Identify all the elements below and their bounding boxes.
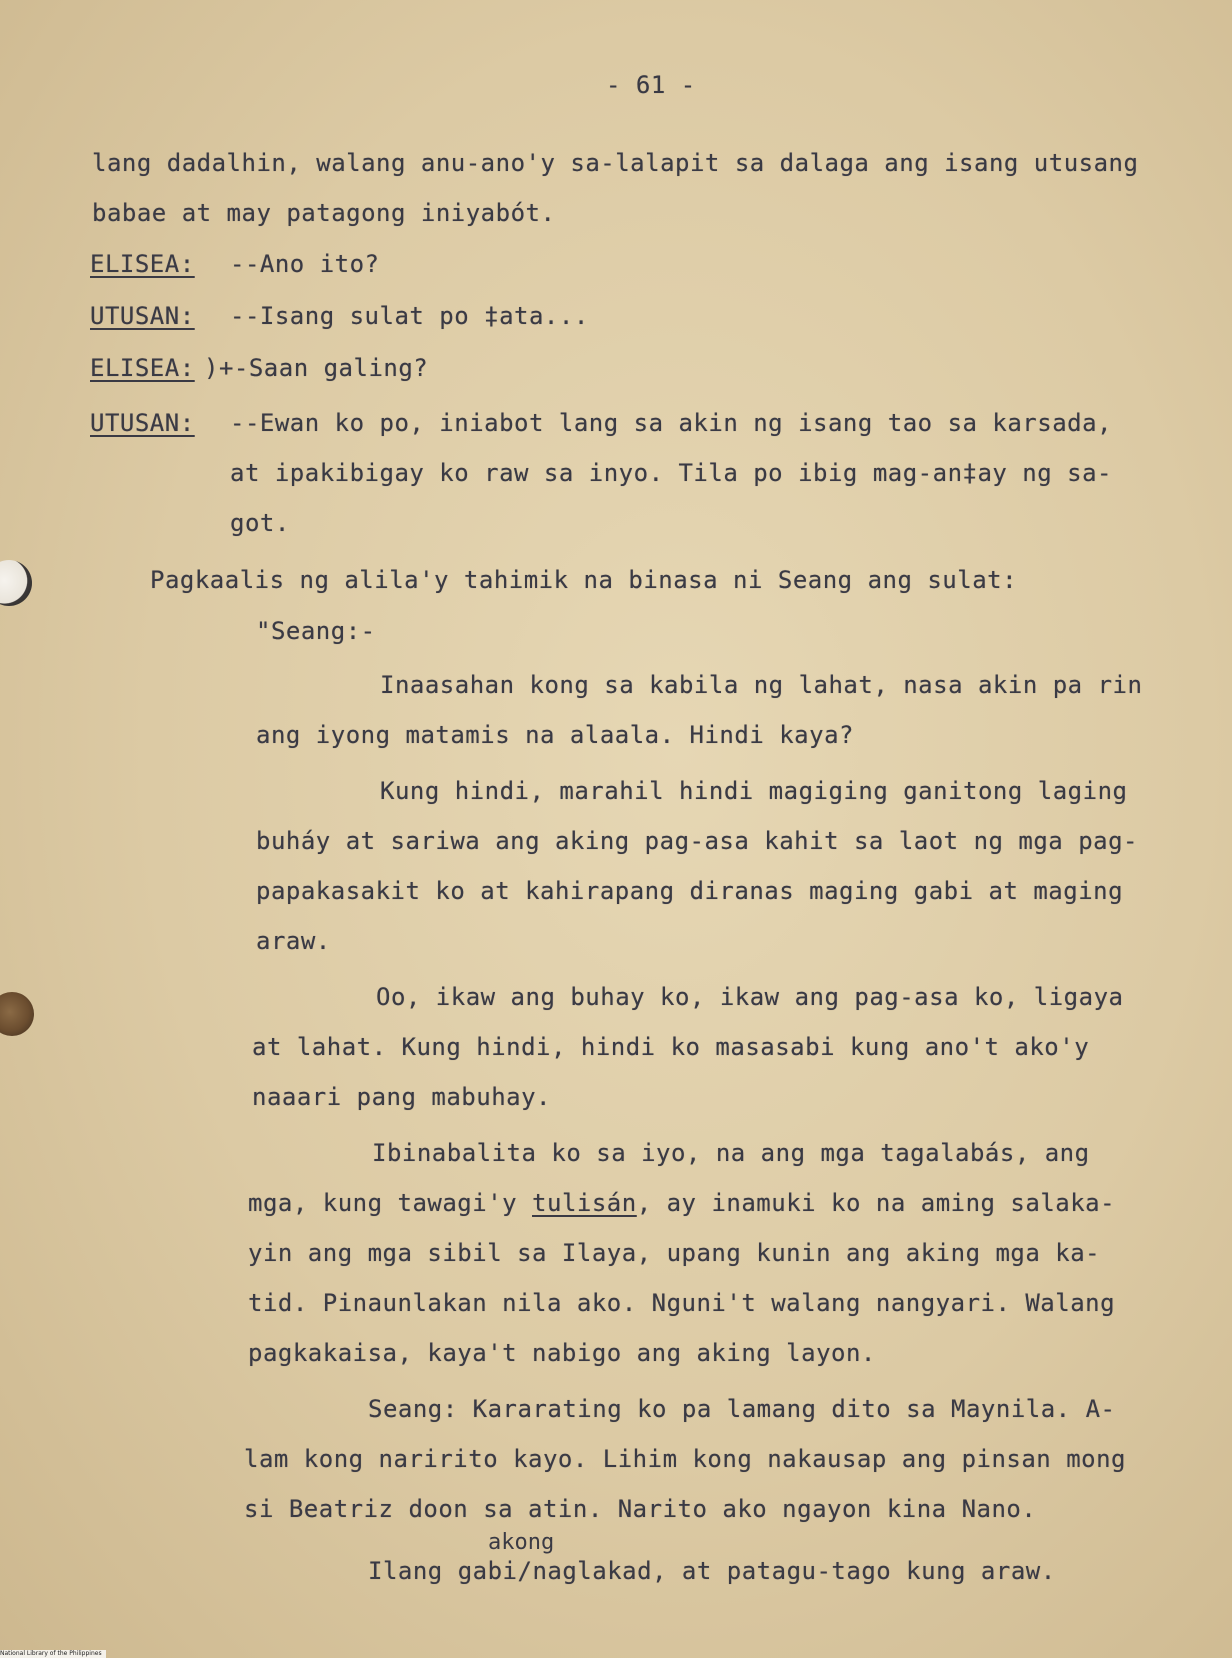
page-number: - 61 - bbox=[606, 71, 696, 99]
letter-p2-line-2: buháy at sariwa ang aking pag-asa kahit sa laot ng mga pag- bbox=[256, 827, 1139, 855]
dialogue-line-4-cont-2: got. bbox=[230, 509, 290, 537]
library-footer: National Library of the Philippines bbox=[0, 1650, 106, 1658]
dialogue-line-3: )+-Saan galing? bbox=[204, 354, 429, 382]
speaker-utusan-2: UTUSAN: bbox=[90, 409, 195, 437]
dialogue-line-4-cont-1: at ipakibigay ko raw sa inyo. Tila po ibig mag-an‡ay ng sa- bbox=[230, 459, 1113, 487]
letter-p4-line-1: Ibinabalita ko sa iyo, na ang mga tagalabás, ang bbox=[372, 1139, 1090, 1167]
letter-p5-line-3: si Beatriz doon sa atin. Narito ako ngayon kina Nano. bbox=[244, 1495, 1037, 1523]
intro-line-1: lang dadalhin, walang anu-ano'y sa-lalapit sa dalaga ang isang utusang bbox=[92, 149, 1139, 177]
letter-p3-line-2: at lahat. Kung hindi, hindi ko masasabi kung ano't ako'y bbox=[252, 1033, 1090, 1061]
letter-p1-line-1: Inaasahan kong sa kabila ng lahat, nasa akin pa rin bbox=[380, 671, 1143, 699]
letter-p3-line-1: Oo, ikaw ang buhay ko, ikaw ang pag-asa ko, ligaya bbox=[376, 983, 1124, 1011]
letter-p3-line-3: naaari pang mabuhay. bbox=[252, 1083, 551, 1111]
dialogue-line-1: --Ano ito? bbox=[230, 250, 380, 278]
letter-p2-line-3: papakasakit ko at kahirapang diranas maging gabi at maging bbox=[256, 877, 1124, 905]
handwritten-insert: akong bbox=[488, 1530, 555, 1555]
letter-p4-line-2-post: , ay inamuki ko na aming salaka- bbox=[636, 1189, 1116, 1217]
letter-last-line: Ilang gabi/naglakad, at patagu-tago kung araw. bbox=[368, 1557, 1056, 1585]
speaker-elisea-1: ELISEA: bbox=[90, 250, 195, 278]
speaker-utusan-1: UTUSAN: bbox=[90, 302, 195, 330]
narration-line: Pagkaalis ng alila'y tahimik na binasa ni Seang ang sulat: bbox=[150, 566, 1018, 594]
letter-p4-line-5: pagkakaisa, kaya't nabigo ang aking layon. bbox=[248, 1339, 876, 1367]
dialogue-line-2: --Isang sulat po ‡ata... bbox=[230, 302, 589, 330]
letter-p5-line-2: lam kong naririto kayo. Lihim kong nakausap ang pinsan mong bbox=[244, 1445, 1127, 1473]
letter-p4-line-2-pre: mga, kung tawagi'y bbox=[248, 1189, 533, 1217]
letter-p1-line-2: ang iyong matamis na alaala. Hindi kaya? bbox=[256, 721, 854, 749]
letter-p4-line-2 bbox=[248, 1188, 1115, 1218]
speaker-elisea-2: ELISEA: bbox=[90, 354, 195, 382]
dialogue-line-4: --Ewan ko po, iniabot lang sa akin ng isang tao sa karsada, bbox=[230, 409, 1113, 437]
letter-p2-line-1: Kung hindi, marahil hindi magiging ganitong laging bbox=[380, 777, 1128, 805]
intro-line-2: babae at may patagong iniyabót. bbox=[92, 199, 556, 227]
letter-salutation: "Seang:- bbox=[256, 617, 376, 645]
binder-hole-top bbox=[0, 560, 32, 606]
letter-p4-line-4: tid. Pinaunlakan nila ako. Nguni't walang nangyari. Walang bbox=[248, 1289, 1116, 1317]
letter-p2-line-4: araw. bbox=[256, 927, 331, 955]
letter-p5-line-1: Seang: Kararating ko pa lamang dito sa Maynila. A- bbox=[368, 1395, 1116, 1423]
underlined-word: tulisán bbox=[532, 1189, 637, 1217]
binder-hole-bottom bbox=[0, 992, 34, 1036]
letter-p4-line-3: yin ang mga sibil sa Ilaya, upang kunin ang aking mga ka- bbox=[248, 1239, 1101, 1267]
